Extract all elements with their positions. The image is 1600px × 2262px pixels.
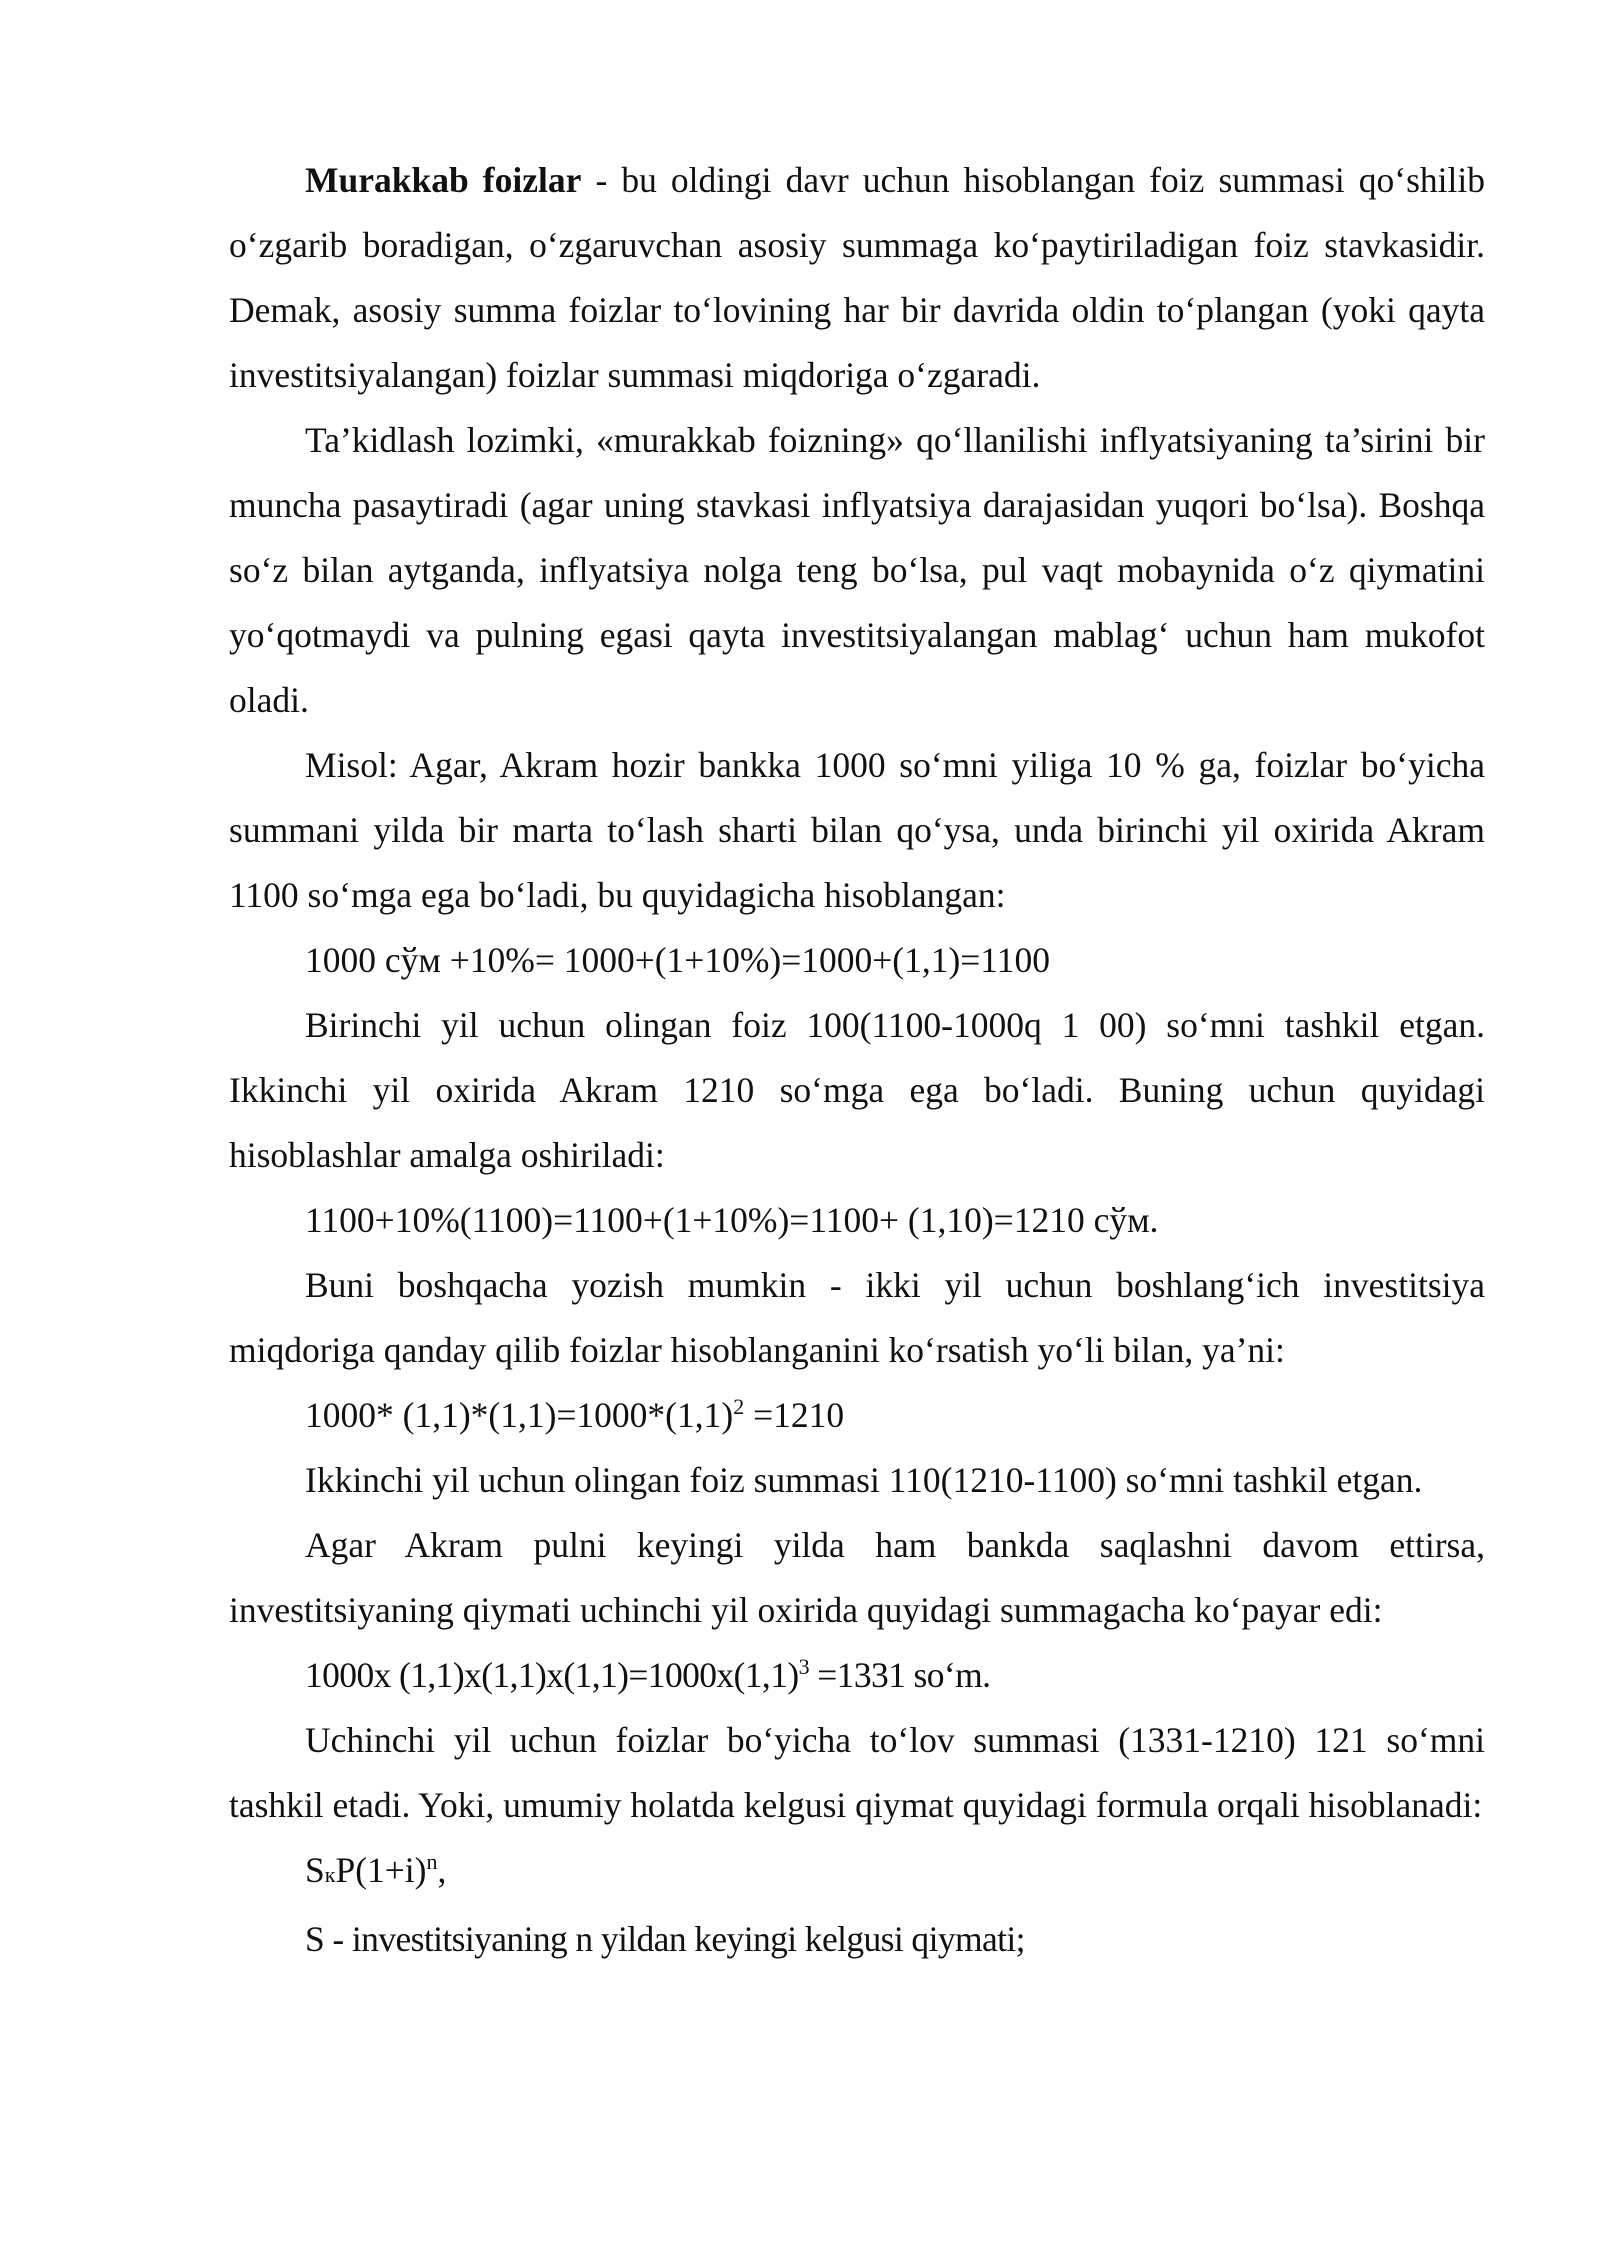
formula-year-two: 1100+10%(1100)=1100+(1+10%)=1100+ (1,10)=1210 сўм.: [305, 1200, 1159, 1240]
paragraph-year-two-interest: Ikkinchi yil uchun olingan foiz summasi 110(1210-1100) so‘mni tashkil etgan.: [305, 1460, 1423, 1500]
formula-cubed-exponent: 3: [798, 1653, 809, 1679]
document-page: [229, 148, 1485, 1972]
term-bold: Murakkab foizlar: [305, 160, 582, 200]
paragraph-year-one-interest: Birinchi yil uchun olingan foiz 100(1100-1000q 1 00) so‘mni tashkil etgan. Ikkinchi yil oxirida Akram 1210 so‘mga ega bo‘ladi. Buning uchun quyidagi hisoblashlar amalga oshiriladi:: [229, 1005, 1485, 1175]
formula-squared: [229, 1383, 1485, 1448]
formula-general-exponent: n: [426, 1848, 438, 1874]
paragraph-inflation: Ta’kidlash lozimki, «murakkab foizning» qo‘llanilishi inflyatsiyaning ta’sirini bir muncha pasaytiradi (agar uning stavkasi inflyatsiya darajasidan yuqori bo‘lsa). Boshqa so‘z bilan aytganda, inflyatsiya nolga teng bo‘lsa, pul vaqt mobaynida o‘z qiymatini yo‘qotmaydi va pulning egasi qayta investitsiyalangan mablag‘ uchun ham mukofot oladi.: [229, 420, 1485, 720]
formula-cubed-tail: =1331 so‘m.: [808, 1655, 991, 1695]
formula-general: [229, 1838, 1485, 1907]
paragraph-alternative: Buni boshqacha yozish mumkin - ikki yil uchun boshlang‘ich investitsiya miqdoriga qanday qilib foizlar hisoblanganini ko‘rsatish yo‘li bilan, ya’ni:: [229, 1265, 1485, 1370]
formula-squared-tail: =1210: [744, 1395, 845, 1435]
definition-s: S - investitsiyaning n yildan keyingi kelgusi qiymati;: [305, 1919, 1025, 1959]
paragraph-general-formula: Uchinchi yil uchun foizlar bo‘yicha to‘lov summasi (1331-1210) 121 so‘mni tashkil etadi. Yoki, umumiy holatda kelgusi qiymat quyidagi formula orqali hisoblanadi:: [229, 1720, 1485, 1825]
formula-squared-exponent: 2: [733, 1393, 745, 1419]
formula-general-tail: ,: [437, 1850, 447, 1890]
formula-cubed-base: 1000x (1,1)x(1,1)x(1,1)=1000x(1,1): [305, 1655, 799, 1695]
formula-general-s: S: [305, 1850, 325, 1890]
paragraph-definition: [229, 148, 1485, 408]
definition-text: - bu oldingi davr uchun hisoblangan foiz summasi qo‘shilib o‘zgarib boradigan, o‘zgaruvchan asosiy summaga ko‘paytiriladigan foiz stavkasidir. Demak, asosiy summa foizlar to‘lovining har bir davrida oldin to‘plangan (yoki qayta investitsiyalangan) foizlar summasi miqdoriga o‘zgaradi.: [229, 160, 1485, 395]
formula-general-base: P(1+i): [335, 1850, 427, 1890]
formula-year-one: 1000 сўм +10%= 1000+(1+10%)=1000+(1,1)=1100: [305, 940, 1050, 980]
formula-general-k: к: [324, 1862, 336, 1887]
formula-squared-base: 1000* (1,1)*(1,1)=1000*(1,1): [305, 1395, 734, 1435]
formula-cubed: [229, 1643, 1485, 1708]
paragraph-year-three: Agar Akram pulni keyingi yilda ham bankda saqlashni davom ettirsa, investitsiyaning qiymati uchinchi yil oxirida quyidagi summagacha ko‘payar edi:: [229, 1525, 1485, 1630]
paragraph-example: Misol: Agar, Akram hozir bankka 1000 so‘mni yiliga 10 % ga, foizlar bo‘yicha summani yilda bir marta to‘lash sharti bilan qo‘ysa, unda birinchi yil oxirida Akram 1100 so‘mga ega bo‘ladi, bu quyidagicha hisoblangan:: [229, 745, 1485, 915]
